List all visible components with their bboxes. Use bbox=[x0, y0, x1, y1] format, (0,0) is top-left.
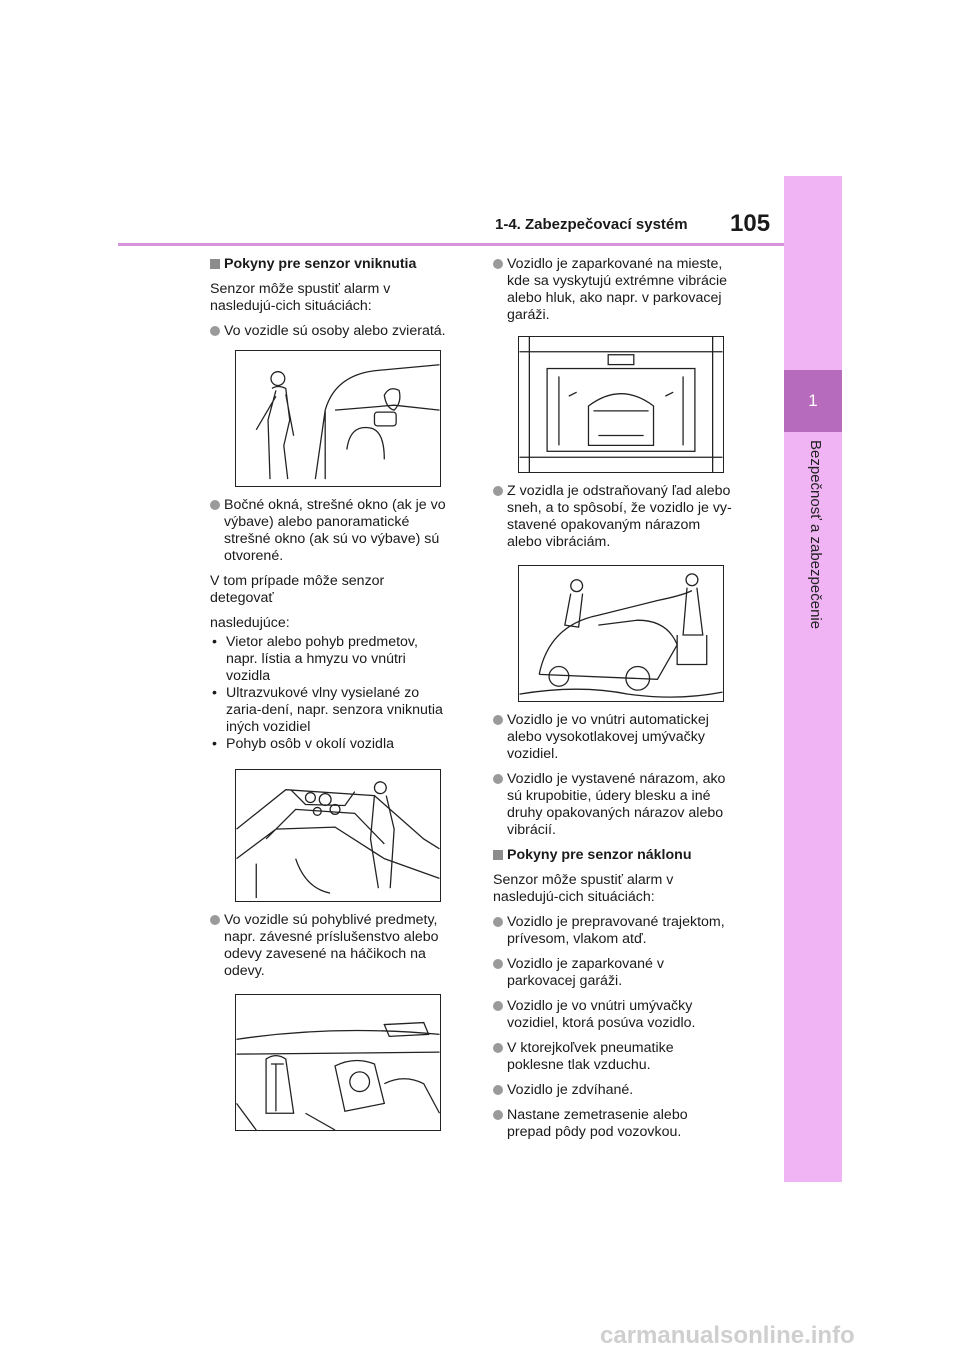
list-item: Vozidlo je zaparkované v parkovacej garáži. bbox=[493, 956, 733, 990]
list-item: Z vozidla je odstraňovaný ľad alebo sneh, a to spôsobí, že vozidlo je vy-stavené opakovaným nárazom alebo vibráciám. bbox=[493, 483, 733, 551]
page-number: 105 bbox=[730, 210, 771, 237]
chapter-number: 1 bbox=[784, 370, 842, 432]
right-column bbox=[493, 256, 733, 1149]
list-item: Nastane zemetrasenie alebo prepad pôdy pod vozovkou. bbox=[493, 1107, 733, 1141]
section-title: 1-4. Zabezpečovací systém bbox=[495, 216, 688, 233]
intro-text: Senzor môže spustiť alarm v nasledujú-cich situáciách: bbox=[493, 872, 674, 905]
figure-occupants bbox=[235, 350, 441, 487]
figure-car-wash bbox=[518, 336, 724, 473]
list-item: Vozidlo je vo vnútri umývačky vozidiel, ktorá posúva vozidlo. bbox=[493, 998, 733, 1032]
left-column bbox=[210, 256, 450, 1141]
sub-item: • Ultrazvukové vlny vysielané zo zaria-dení, napr. senzora vniknutia iných vozidiel bbox=[212, 685, 443, 735]
list-item: Vo vozidle sú pohyblivé predmety, napr. závesné príslušenstvo alebo odevy zavesené na háčikoch na odevy. bbox=[210, 912, 450, 980]
sub-item: • Vietor alebo pohyb predmetov, napr. lístia a hmyzu vo vnútri vozidla bbox=[212, 634, 418, 684]
figure-sunroof bbox=[235, 769, 441, 902]
header-rule bbox=[118, 243, 784, 246]
list-item: Vozidlo je vystavené nárazom, ako sú krupobitie, údery blesku a iné druhy opakovaných nárazov alebo vibrácií. bbox=[493, 771, 733, 839]
watermark: carmanualsonline.info bbox=[600, 1322, 855, 1349]
list-item: Vozidlo je zdvíhané. bbox=[493, 1082, 733, 1099]
list-item: Vo vozidle sú osoby alebo zvieratá. bbox=[210, 323, 450, 340]
figure-hanger bbox=[235, 994, 441, 1131]
figure-snow-removal bbox=[518, 565, 724, 702]
list-item: Vozidlo je zaparkované na mieste, kde sa vyskytujú extrémne vibrácie alebo hluk, ako napr. v parkovacej garáži. bbox=[493, 256, 733, 324]
section-heading: Pokyny pre senzor náklonu bbox=[493, 847, 733, 864]
intro-text: Senzor môže spustiť alarm v nasledujú-cich situáciách: bbox=[210, 281, 391, 314]
list-item: V ktorejkoľvek pneumatike poklesne tlak vzduchu. bbox=[493, 1040, 733, 1074]
list-item: Vozidlo je vo vnútri automatickej alebo vysokotlakovej umývačky vozidiel. bbox=[493, 712, 733, 763]
sub-item: • Pohyb osôb v okolí vozidla bbox=[212, 736, 394, 752]
chapter-title: Bezpečnosť a zabezpečenie bbox=[807, 440, 824, 630]
list-item: Vozidlo je prepravované trajektom, prívesom, vlakom atď. bbox=[493, 914, 733, 948]
paragraph: nasledujúce: bbox=[210, 615, 290, 631]
section-heading: Pokyny pre senzor vniknutia bbox=[210, 256, 450, 273]
side-tab-top bbox=[784, 176, 842, 370]
list-item: Bočné okná, strešné okno (ak je vo výbave) alebo panoramatické strešné okno (ak sú vo výbave) sú otvorené. bbox=[210, 497, 450, 565]
paragraph: V tom prípade môže senzor detegovať bbox=[210, 573, 385, 606]
